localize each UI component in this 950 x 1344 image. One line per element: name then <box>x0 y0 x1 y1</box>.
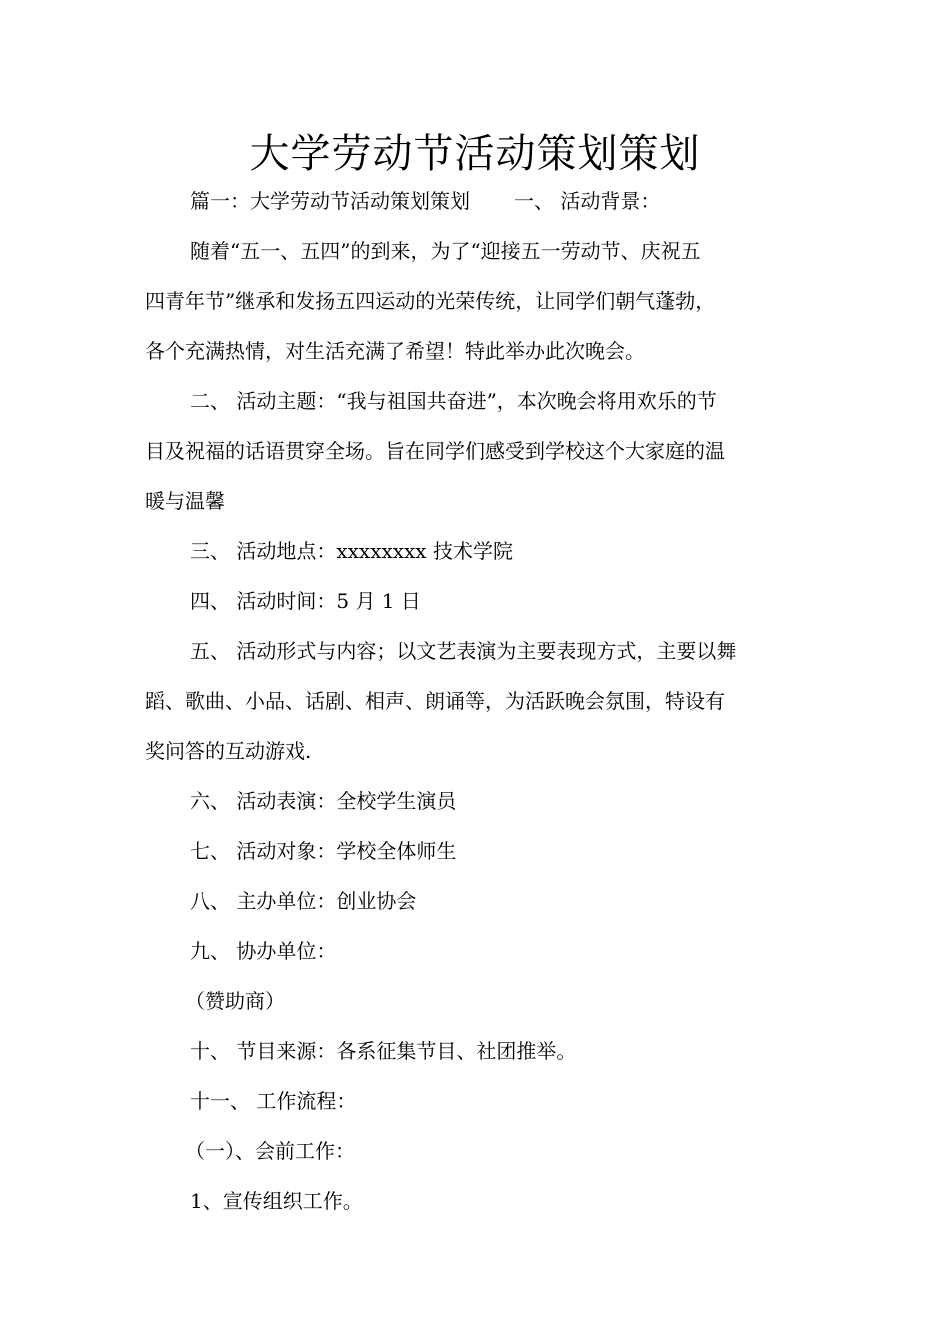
document-title: 大学劳动节活动策划策划 <box>249 131 701 177</box>
section-form-paragraph <box>145 626 810 776</box>
paragraph-line: 五、 活动形式与内容；以文艺表演为主要表现方式，主要以舞 <box>190 639 737 663</box>
section-time: 四、 活动时间：5 月 1 日 <box>190 589 421 613</box>
section-co-organizer: 九、 协办单位： <box>190 939 337 963</box>
section-organizer: 八、 主办单位：创业协会 <box>190 889 417 913</box>
paragraph-line: 目及祝福的话语贯穿全场。旨在同学们感受到学校这个大家庭的温 <box>145 439 725 463</box>
section-program-source: 十、 节目来源：各系征集节目、社团推举。 <box>190 1039 577 1063</box>
paragraph-line: 蹈、歌曲、小品、话剧、相声、朗诵等，为活跃晚会氛围，特设有 <box>145 689 725 713</box>
section-background-paragraph <box>145 226 810 376</box>
paragraph-line: 各个充满热情，对生活充满了希望！特此举办此次晚会。 <box>145 339 645 363</box>
list-item-1: 1、宣传组织工作。 <box>190 1189 363 1213</box>
sponsor-note: （赞助商） <box>185 989 285 1013</box>
section-workflow: 十一、 工作流程： <box>190 1089 357 1113</box>
section-performers: 六、 活动表演：全校学生演员 <box>190 789 457 813</box>
intro-line <box>145 176 810 226</box>
section-1-heading: 一、 活动背景： <box>514 189 661 213</box>
section-location: 三、 活动地点：xxxxxxxx 技术学院 <box>190 539 513 563</box>
paragraph-line: 四青年节”继承和发扬五四运动的光荣传统，让同学们朝气蓬勃， <box>145 289 716 313</box>
section-audience: 七、 活动对象：学校全体师生 <box>190 839 457 863</box>
subsection-pre-work: （一）、会前工作： <box>185 1139 355 1163</box>
paragraph-line: 随着“五一、五四”的到来，为了“迎接五一劳动节、庆祝五 <box>190 239 701 263</box>
paragraph-line: 暖与温馨 <box>145 489 225 513</box>
intro-part: 篇一：大学劳动节活动策划策划 <box>190 189 470 213</box>
section-theme-paragraph <box>145 376 810 526</box>
paragraph-line: 二、 活动主题：“我与祖国共奋进”，本次晚会将用欢乐的节 <box>190 389 717 413</box>
paragraph-line: 奖问答的互动游戏. <box>145 739 312 763</box>
